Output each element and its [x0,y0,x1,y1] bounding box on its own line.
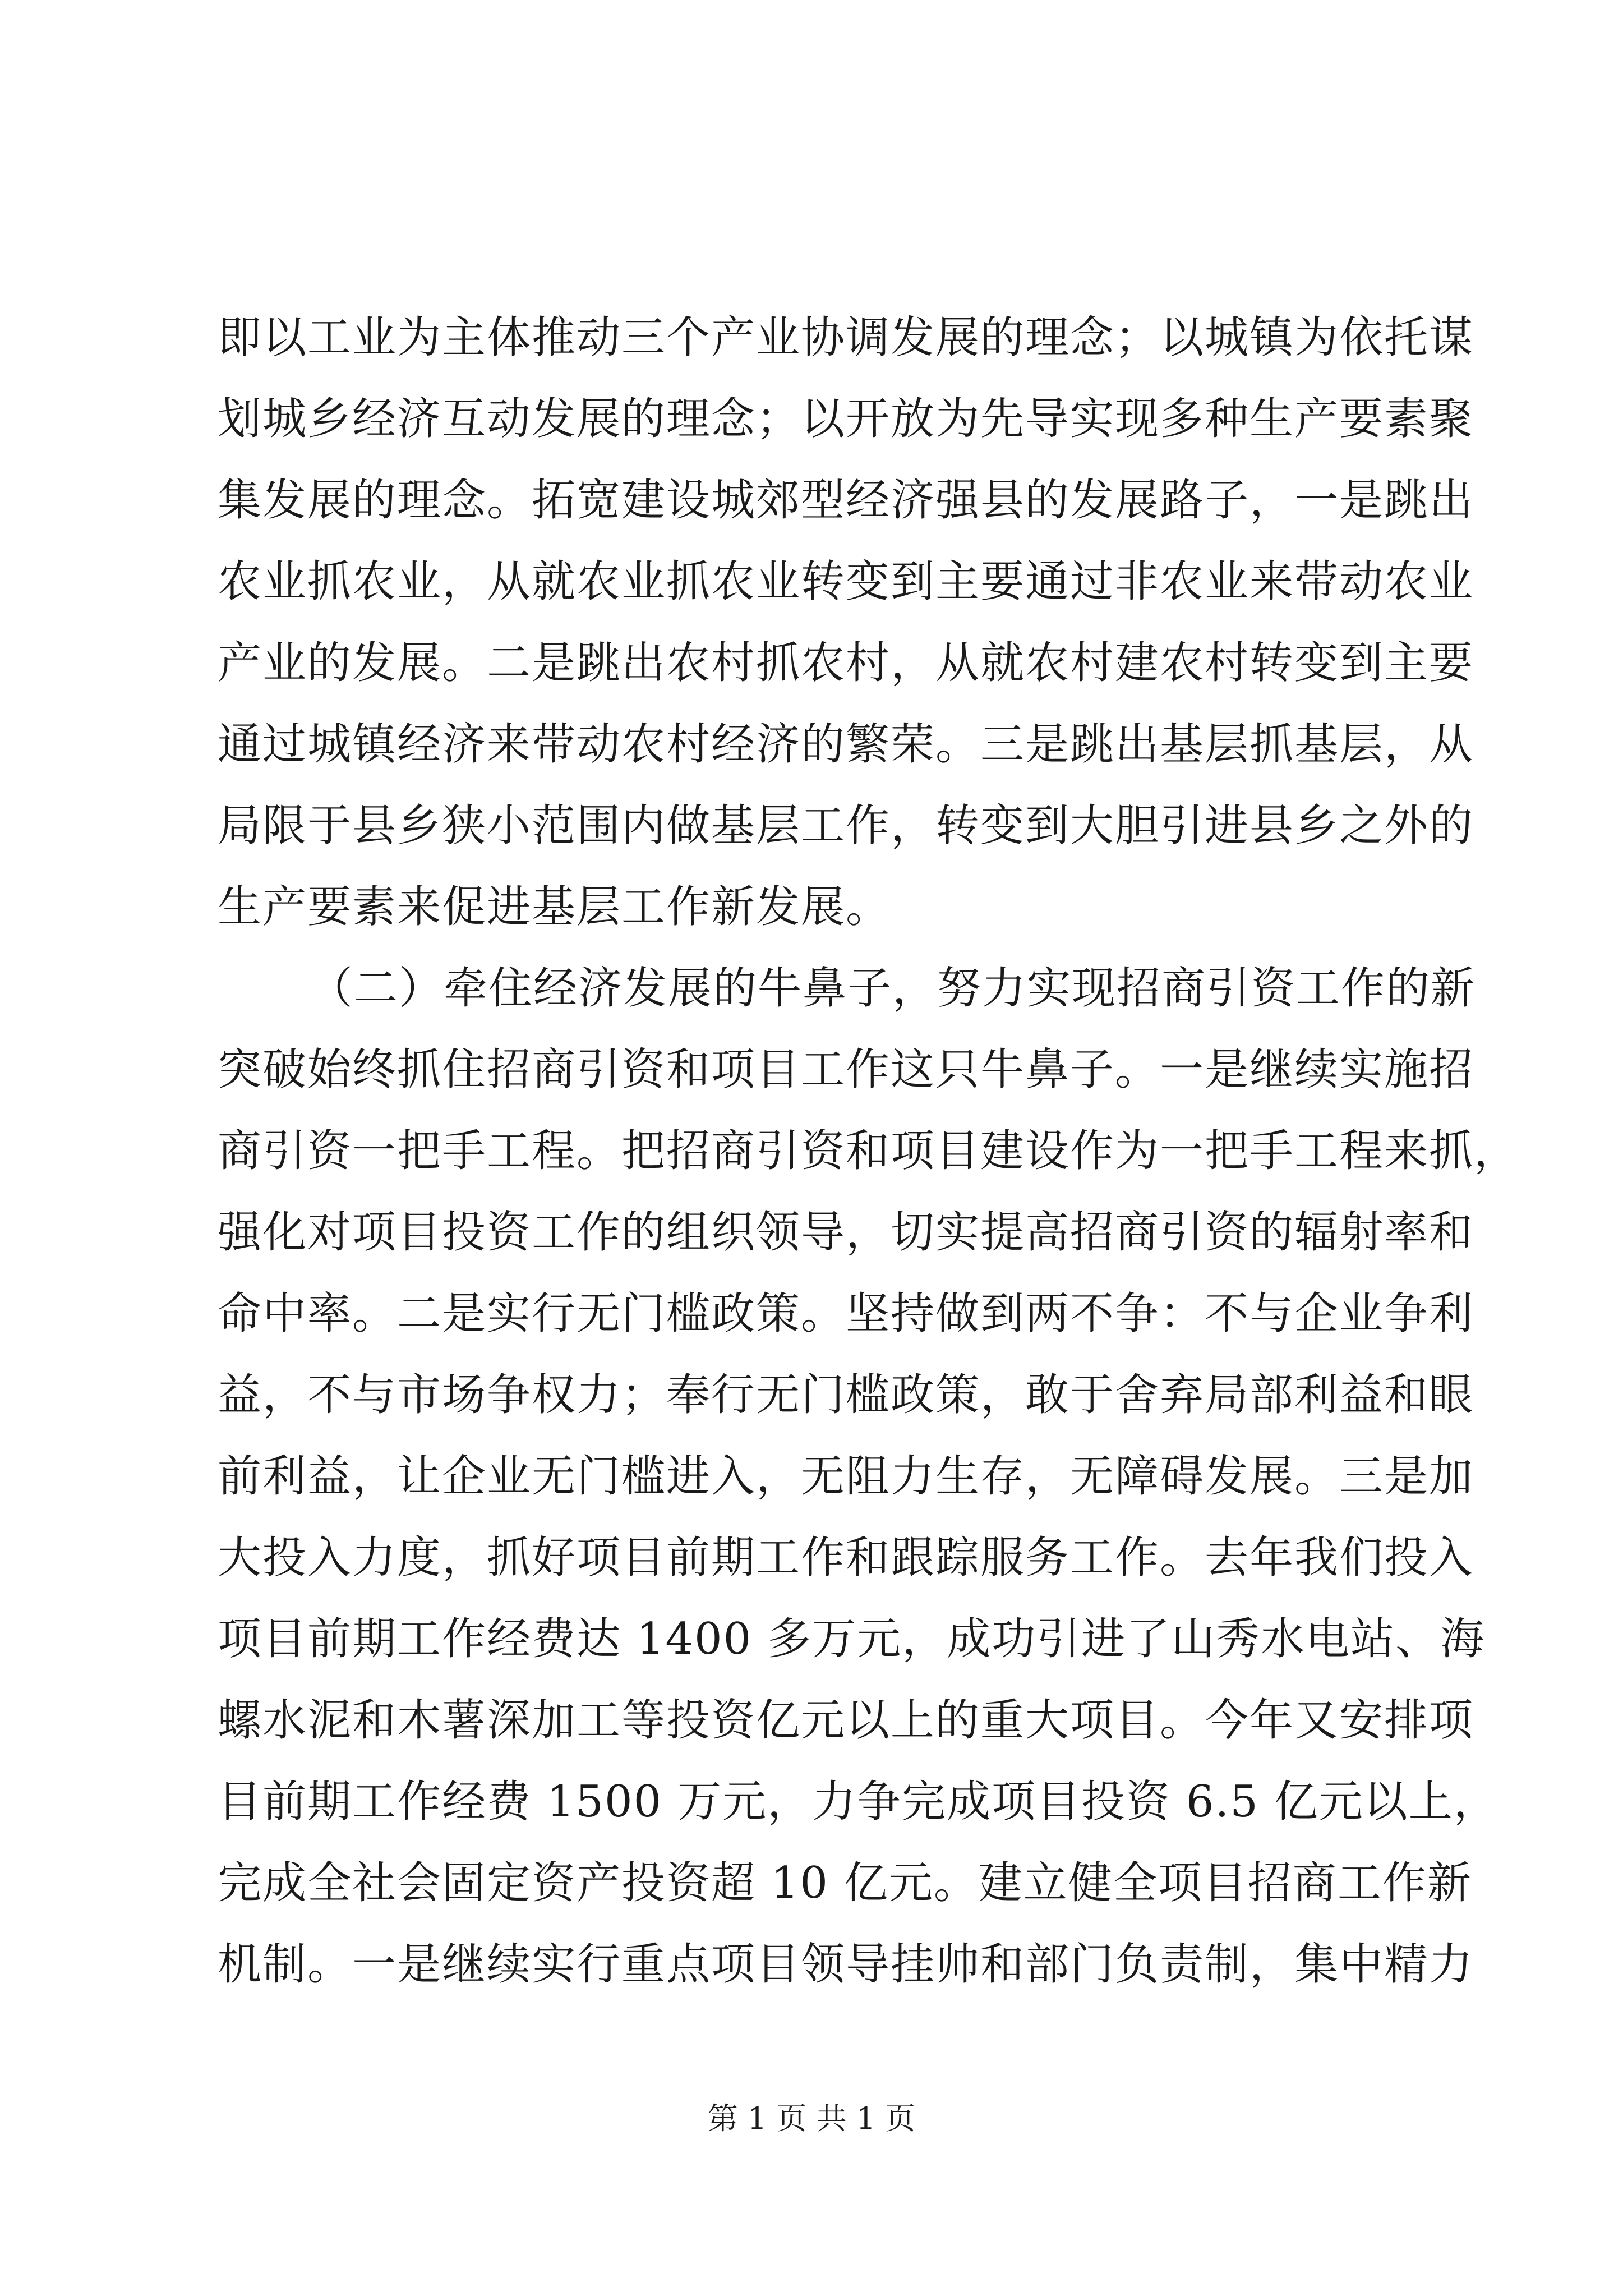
text-line: 局限于县乡狭小范围内做基层工作，转变到大胆引进县乡之外的 [218,800,1474,851]
page-number-label: 第 1 页 共 1 页 [707,2101,916,2136]
text-line: 命中率。二是实行无门槛政策。坚持做到两不争：不与企业争利 [218,1289,1474,1339]
text-line: 通过城镇经济来带动农村经济的繁荣。三是跳出基层抓基层，从 [218,719,1474,770]
text-line: 农业抓农业，从就农业抓农业转变到主要通过非农业来带动农业 [218,556,1474,607]
text-line: 集发展的理念。拓宽建设城郊型经济强县的发展路子，一是跳出 [218,475,1474,526]
document-body [218,297,1519,2005]
text-line: 机制。一是继续实行重点项目领导挂帅和部门负责制，集中精力 [218,1939,1474,1990]
page-footer [0,2099,1623,2138]
text-line: 强化对项目投资工作的组织领导，切实提高招商引资的辐射率和 [218,1207,1474,1258]
text-line: 大投入力度，抓好项目前期工作和跟踪服务工作。去年我们投入 [218,1533,1474,1583]
text-line: 划城乡经济互动发展的理念；以开放为先导实现多种生产要素聚 [218,394,1474,444]
text-line: 生产要素来促进基层工作新发展。 [218,882,891,932]
text-line: 益，不与市场争权力；奉行无门槛政策，敢于舍弃局部利益和眼 [218,1370,1474,1420]
text-line: 完成全社会固定资产投资超 10 亿元。建立健全项目招商工作新 [218,1858,1472,1908]
text-line: 螺水泥和木薯深加工等投资亿元以上的重大项目。今年又安排项 [218,1695,1474,1746]
section-heading-line: （二）牵住经济发展的牛鼻子，努力实现招商引资工作的新 [309,963,1476,1014]
text-line: 突破始终抓住招商引资和项目工作这只牛鼻子。一是继续实施招 [218,1045,1474,1095]
text-line: 商引资一把手工程。把招商引资和项目建设作为一把手工程来抓， [218,1126,1519,1176]
text-line: 前利益，让企业无门槛进入，无阻力生存，无障碍发展。三是加 [218,1451,1474,1502]
text-line: 项目前期工作经费达 1400 多万元，成功引进了山秀水电站、海 [218,1614,1486,1664]
text-line: 即以工业为主体推动三个产业协调发展的理念；以城镇为依托谋 [218,312,1474,363]
text-line: 产业的发展。二是跳出农村抓农村，从就农村建农村转变到主要 [218,638,1474,688]
text-line: 目前期工作经费 1500 万元，力争完成项目投资 6.5 亿元以上， [218,1777,1498,1827]
